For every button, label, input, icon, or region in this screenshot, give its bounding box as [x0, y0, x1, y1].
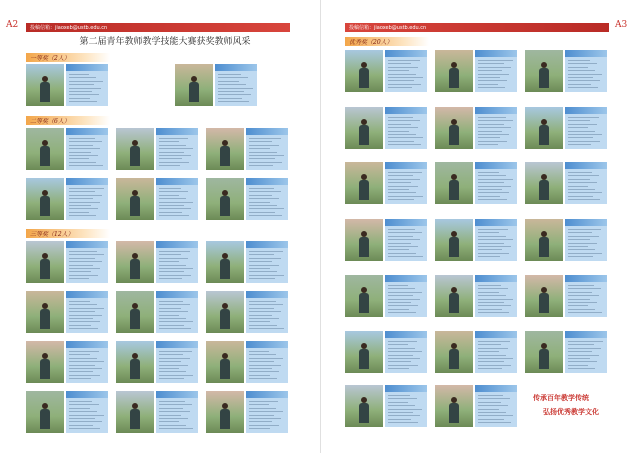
- teacher-photo: [435, 219, 473, 261]
- teacher-bio-panel: [385, 385, 427, 427]
- teacher-photo: [525, 162, 563, 204]
- teacher-photo: [116, 291, 154, 333]
- teacher-bio-panel: [66, 64, 108, 106]
- slogan-line-2: 弘扬优秀教学文化: [543, 407, 599, 416]
- teacher-photo: [525, 275, 563, 317]
- teacher-photo: [345, 107, 383, 149]
- teacher-bio-panel: [565, 50, 607, 92]
- teacher-bio-panel: [246, 178, 288, 220]
- page-number: A2: [6, 20, 19, 30]
- teacher-bio-panel: [246, 391, 288, 433]
- teacher-bio-panel: [215, 64, 257, 106]
- teacher-photo: [206, 291, 244, 333]
- teacher-photo: [26, 178, 64, 220]
- teacher-bio-panel: [475, 331, 517, 373]
- teacher-bio-panel: [246, 241, 288, 283]
- teacher-photo: [116, 341, 154, 383]
- name-bar: [66, 128, 108, 135]
- teacher-photo: [525, 107, 563, 149]
- teacher-photo: [345, 275, 383, 317]
- section-first-prize: 一等奖（2人）: [26, 53, 110, 62]
- name-bar: [156, 391, 198, 398]
- teacher-bio-panel: [66, 391, 108, 433]
- teacher-bio-panel: [385, 107, 427, 149]
- teacher-bio-panel: [385, 50, 427, 92]
- name-bar: [475, 385, 517, 392]
- name-bar: [475, 107, 517, 114]
- name-bar: [565, 107, 607, 114]
- teacher-bio-panel: [246, 128, 288, 170]
- teacher-bio-panel: [156, 291, 198, 333]
- teacher-bio-panel: [475, 162, 517, 204]
- teacher-photo: [26, 391, 64, 433]
- teacher-bio-panel: [385, 275, 427, 317]
- header-text: 投稿信箱：jiaoxeb@ustb.edu.cn: [349, 25, 427, 31]
- teacher-bio-panel: [385, 162, 427, 204]
- header-text: 投稿信箱：jiaoxeb@ustb.edu.cn: [30, 25, 108, 31]
- page-number: A3: [615, 20, 628, 30]
- teacher-photo: [116, 241, 154, 283]
- teacher-bio-panel: [475, 107, 517, 149]
- teacher-photo: [116, 391, 154, 433]
- teacher-photo: [435, 385, 473, 427]
- teacher-photo: [435, 107, 473, 149]
- teacher-photo: [345, 331, 383, 373]
- section-third-prize: 三等奖（12人）: [26, 229, 110, 238]
- teacher-photo: [345, 219, 383, 261]
- teacher-bio-panel: [66, 341, 108, 383]
- name-bar: [215, 64, 257, 71]
- name-bar: [246, 391, 288, 398]
- teacher-bio-panel: [565, 107, 607, 149]
- name-bar: [385, 50, 427, 57]
- name-bar: [246, 128, 288, 135]
- right-page: [320, 0, 640, 453]
- name-bar: [475, 331, 517, 338]
- teacher-photo: [26, 341, 64, 383]
- page-header-bar: [345, 23, 609, 32]
- teacher-photo: [26, 291, 64, 333]
- teacher-photo: [435, 275, 473, 317]
- teacher-photo: [175, 64, 213, 106]
- name-bar: [66, 64, 108, 71]
- teacher-bio-panel: [66, 241, 108, 283]
- teacher-bio-panel: [156, 178, 198, 220]
- name-bar: [66, 391, 108, 398]
- teacher-bio-panel: [565, 162, 607, 204]
- name-bar: [385, 385, 427, 392]
- name-bar: [246, 241, 288, 248]
- teacher-bio-panel: [246, 341, 288, 383]
- name-bar: [565, 50, 607, 57]
- name-bar: [66, 178, 108, 185]
- teacher-photo: [435, 162, 473, 204]
- teacher-photo: [525, 331, 563, 373]
- teacher-bio-panel: [66, 178, 108, 220]
- teacher-bio-panel: [475, 219, 517, 261]
- teacher-photo: [206, 391, 244, 433]
- teacher-photo: [525, 50, 563, 92]
- teacher-photo: [345, 162, 383, 204]
- teacher-bio-panel: [66, 291, 108, 333]
- name-bar: [385, 275, 427, 282]
- name-bar: [246, 341, 288, 348]
- teacher-photo: [435, 50, 473, 92]
- teacher-photo: [206, 241, 244, 283]
- name-bar: [565, 275, 607, 282]
- teacher-photo: [206, 128, 244, 170]
- name-bar: [385, 162, 427, 169]
- name-bar: [66, 241, 108, 248]
- name-bar: [156, 178, 198, 185]
- name-bar: [475, 162, 517, 169]
- name-bar: [565, 219, 607, 226]
- name-bar: [156, 128, 198, 135]
- teacher-photo: [26, 128, 64, 170]
- name-bar: [156, 241, 198, 248]
- teacher-photo: [345, 385, 383, 427]
- teacher-photo: [26, 241, 64, 283]
- teacher-photo: [525, 219, 563, 261]
- slogan-line-1: 传承百年教学传统: [533, 393, 589, 402]
- teacher-photo: [206, 341, 244, 383]
- name-bar: [156, 291, 198, 298]
- name-bar: [66, 291, 108, 298]
- teacher-bio-panel: [156, 341, 198, 383]
- page-title: 第二届青年教师教学技能大赛获奖教师风采: [79, 37, 251, 47]
- name-bar: [475, 50, 517, 57]
- teacher-bio-panel: [475, 275, 517, 317]
- page-header-bar: [26, 23, 290, 32]
- name-bar: [156, 341, 198, 348]
- teacher-bio-panel: [565, 275, 607, 317]
- name-bar: [246, 291, 288, 298]
- teacher-bio-panel: [385, 219, 427, 261]
- name-bar: [66, 341, 108, 348]
- name-bar: [475, 275, 517, 282]
- name-bar: [565, 331, 607, 338]
- teacher-bio-panel: [475, 50, 517, 92]
- teacher-bio-panel: [385, 331, 427, 373]
- name-bar: [565, 162, 607, 169]
- teacher-bio-panel: [66, 128, 108, 170]
- teacher-bio-panel: [156, 128, 198, 170]
- teacher-bio-panel: [565, 219, 607, 261]
- teacher-photo: [116, 178, 154, 220]
- teacher-bio-panel: [565, 331, 607, 373]
- section-excellence-prize: 优秀奖（20人）: [345, 37, 429, 46]
- teacher-photo: [26, 64, 64, 106]
- teacher-bio-panel: [156, 241, 198, 283]
- name-bar: [385, 331, 427, 338]
- teacher-bio-panel: [475, 385, 517, 427]
- teacher-photo: [435, 331, 473, 373]
- teacher-photo: [116, 128, 154, 170]
- name-bar: [385, 219, 427, 226]
- name-bar: [385, 107, 427, 114]
- name-bar: [475, 219, 517, 226]
- teacher-photo: [206, 178, 244, 220]
- name-bar: [246, 178, 288, 185]
- teacher-bio-panel: [246, 291, 288, 333]
- teacher-photo: [345, 50, 383, 92]
- section-second-prize: 二等奖（6人）: [26, 116, 110, 125]
- teacher-bio-panel: [156, 391, 198, 433]
